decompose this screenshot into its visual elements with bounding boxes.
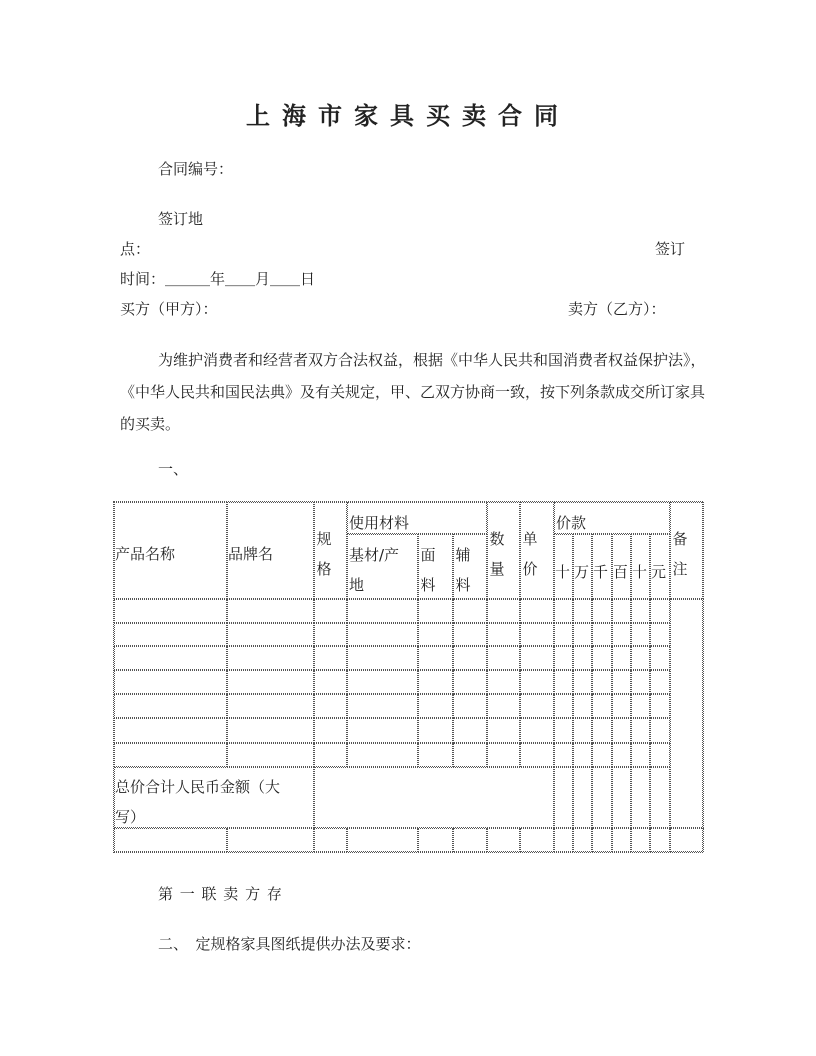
total-label: 总价合计人民币金额（大写） [115,778,281,826]
table-cell[interactable] [631,599,650,623]
table-cell[interactable] [227,743,314,767]
sign-time-value: 时间：＿＿＿年＿＿月＿＿日 [120,270,316,288]
total-digit-cell[interactable] [650,767,670,828]
table-cell[interactable] [554,828,573,852]
table-cell[interactable] [520,646,554,670]
table-cell[interactable] [554,694,573,718]
document-title: 上海市家具买卖合同 [246,101,570,130]
header-materials: 使用材料 [349,514,410,532]
table-cell[interactable] [573,743,592,767]
price-digit-label: 元 [651,563,667,581]
table-cell[interactable] [114,694,227,718]
table-cell[interactable] [453,670,487,694]
table-cell[interactable] [573,828,592,852]
total-digit-cell[interactable] [592,767,612,828]
total-amount-cell[interactable] [314,767,554,828]
header-base-material: 基材/产地 [349,546,400,594]
table-cell[interactable] [418,646,453,670]
remarks-body-cell[interactable] [670,599,704,828]
table-cell[interactable] [650,599,670,623]
price-digit-label: 十 [555,563,571,581]
total-digit-cell[interactable] [554,767,573,828]
table-cell[interactable] [612,670,631,694]
table-cell[interactable] [487,718,520,743]
table-cell[interactable] [650,743,670,767]
table-cell[interactable] [227,828,314,852]
table-cell[interactable] [314,718,347,743]
table-cell[interactable] [453,718,487,743]
table-cell[interactable] [650,623,670,646]
table-cell[interactable] [347,718,418,743]
table-cell[interactable] [520,670,554,694]
sign-time-label: 签订 [655,240,686,258]
table-cell[interactable] [453,599,487,623]
table-cell[interactable] [631,623,650,646]
table-cell[interactable] [114,599,227,623]
table-cell[interactable] [453,694,487,718]
table-cell[interactable] [612,718,631,743]
section-two-label: 二、 定规格家具图纸提供办法及要求： [158,935,421,953]
table-cell[interactable] [114,718,227,743]
header-quantity: 数量 [489,530,505,578]
table-cell[interactable] [573,646,592,670]
table-cell[interactable] [520,828,554,852]
section-one-label: 一、 [158,460,189,478]
table-cell[interactable] [418,718,453,743]
table-cell[interactable] [487,646,520,670]
table-cell[interactable] [612,743,631,767]
table-cell[interactable] [347,743,418,767]
table-cell[interactable] [487,670,520,694]
table-cell[interactable] [592,743,612,767]
total-digit-cell[interactable] [573,767,592,828]
table-cell[interactable] [650,646,670,670]
header-brand-name: 品牌名 [228,545,274,563]
table-cell[interactable] [612,599,631,623]
table-cell[interactable] [227,718,314,743]
header-price: 价款 [556,514,587,532]
table-cell[interactable] [573,599,592,623]
table-cell[interactable] [347,623,418,646]
table-cell[interactable] [554,623,573,646]
table-cell[interactable] [114,743,227,767]
table-cell[interactable] [487,694,520,718]
table-cell[interactable] [418,599,453,623]
table-cell[interactable] [314,828,347,852]
table-cell[interactable] [631,828,650,852]
table-cell[interactable] [592,646,612,670]
product-table [113,501,703,853]
table-cell[interactable] [612,623,631,646]
table-cell[interactable] [631,718,650,743]
table-cell[interactable] [612,646,631,670]
table-cell[interactable] [650,828,670,852]
table-cell[interactable] [227,694,314,718]
table-cell[interactable] [631,670,650,694]
table-cell[interactable] [592,694,612,718]
price-digit-label: 万 [574,563,590,581]
total-digit-cell[interactable] [612,767,631,828]
table-cell[interactable] [227,646,314,670]
table-cell[interactable] [227,599,314,623]
table-cell[interactable] [592,623,612,646]
sign-place-label-cont: 点： [120,240,151,258]
table-cell[interactable] [347,670,418,694]
table-cell[interactable] [453,623,487,646]
table-cell[interactable] [453,646,487,670]
table-cell[interactable] [114,670,227,694]
table-cell[interactable] [520,599,554,623]
table-cell[interactable] [670,828,704,852]
table-cell[interactable] [453,743,487,767]
table-cell[interactable] [554,646,573,670]
table-cell[interactable] [314,599,347,623]
header-spec: 规格 [316,530,332,578]
table-cell[interactable] [314,694,347,718]
table-cell[interactable] [347,599,418,623]
table-cell[interactable] [592,599,612,623]
table-cell[interactable] [592,670,612,694]
table-cell[interactable] [487,828,520,852]
header-aux-material: 辅料 [455,546,471,594]
table-cell[interactable] [520,718,554,743]
table-cell[interactable] [554,599,573,623]
table-cell[interactable] [650,694,670,718]
table-cell[interactable] [554,670,573,694]
table-cell[interactable] [573,718,592,743]
table-cell[interactable] [227,623,314,646]
contract-number-label: 合同编号： [158,160,234,178]
table-cell[interactable] [631,694,650,718]
table-cell[interactable] [227,670,314,694]
table-cell[interactable] [592,718,612,743]
table-cell[interactable] [314,670,347,694]
table-cell[interactable] [314,623,347,646]
total-digit-cell[interactable] [631,767,650,828]
table-cell[interactable] [520,623,554,646]
table-cell[interactable] [347,694,418,718]
seller-label: 卖方（乙方）： [568,300,666,318]
table-cell[interactable] [631,646,650,670]
header-product-name: 产品名称 [115,545,176,563]
table-cell[interactable] [347,828,418,852]
table-cell[interactable] [347,646,418,670]
table-cell[interactable] [554,743,573,767]
header-unit-price: 单价 [522,530,538,578]
price-digit-label: 千 [593,563,609,581]
table-cell[interactable] [487,743,520,767]
table-cell[interactable] [650,670,670,694]
table-cell[interactable] [314,743,347,767]
table-cell[interactable] [418,828,453,852]
table-cell[interactable] [114,646,227,670]
table-cell[interactable] [314,646,347,670]
table-cell[interactable] [573,670,592,694]
table-cell[interactable] [418,623,453,646]
table-cell[interactable] [520,743,554,767]
table-cell[interactable] [631,743,650,767]
sign-place-label: 签订地 [158,210,204,228]
table-cell[interactable] [650,718,670,743]
table-cell[interactable] [418,670,453,694]
table-cell[interactable] [418,743,453,767]
table-cell[interactable] [573,623,592,646]
table-cell[interactable] [453,828,487,852]
price-digit-label: 百 [613,563,629,581]
buyer-label: 买方（甲方）： [120,300,218,318]
table-cell[interactable] [114,828,227,852]
intro-paragraph: 为维护消费者和经营者双方合法权益，根据《中华人民共和国消费者权益保护法》，《中华人民共和国民法典》及有关规定，甲、乙双方协商一致，按下列条款成交所订家具的买卖。 [120,351,706,433]
table-cell[interactable] [418,694,453,718]
table-cell[interactable] [114,623,227,646]
table-cell[interactable] [487,623,520,646]
table-cell[interactable] [592,828,612,852]
table-cell[interactable] [487,599,520,623]
table-cell[interactable] [612,828,631,852]
table-cell[interactable] [554,718,573,743]
copy-note: 第 一 联 卖 方 存 [158,885,283,903]
header-remarks: 备注 [672,530,688,578]
price-digit-label: 十 [632,563,648,581]
table-cell[interactable] [573,694,592,718]
table-cell[interactable] [612,694,631,718]
table-cell[interactable] [520,694,554,718]
header-surface-material: 面料 [420,546,436,594]
